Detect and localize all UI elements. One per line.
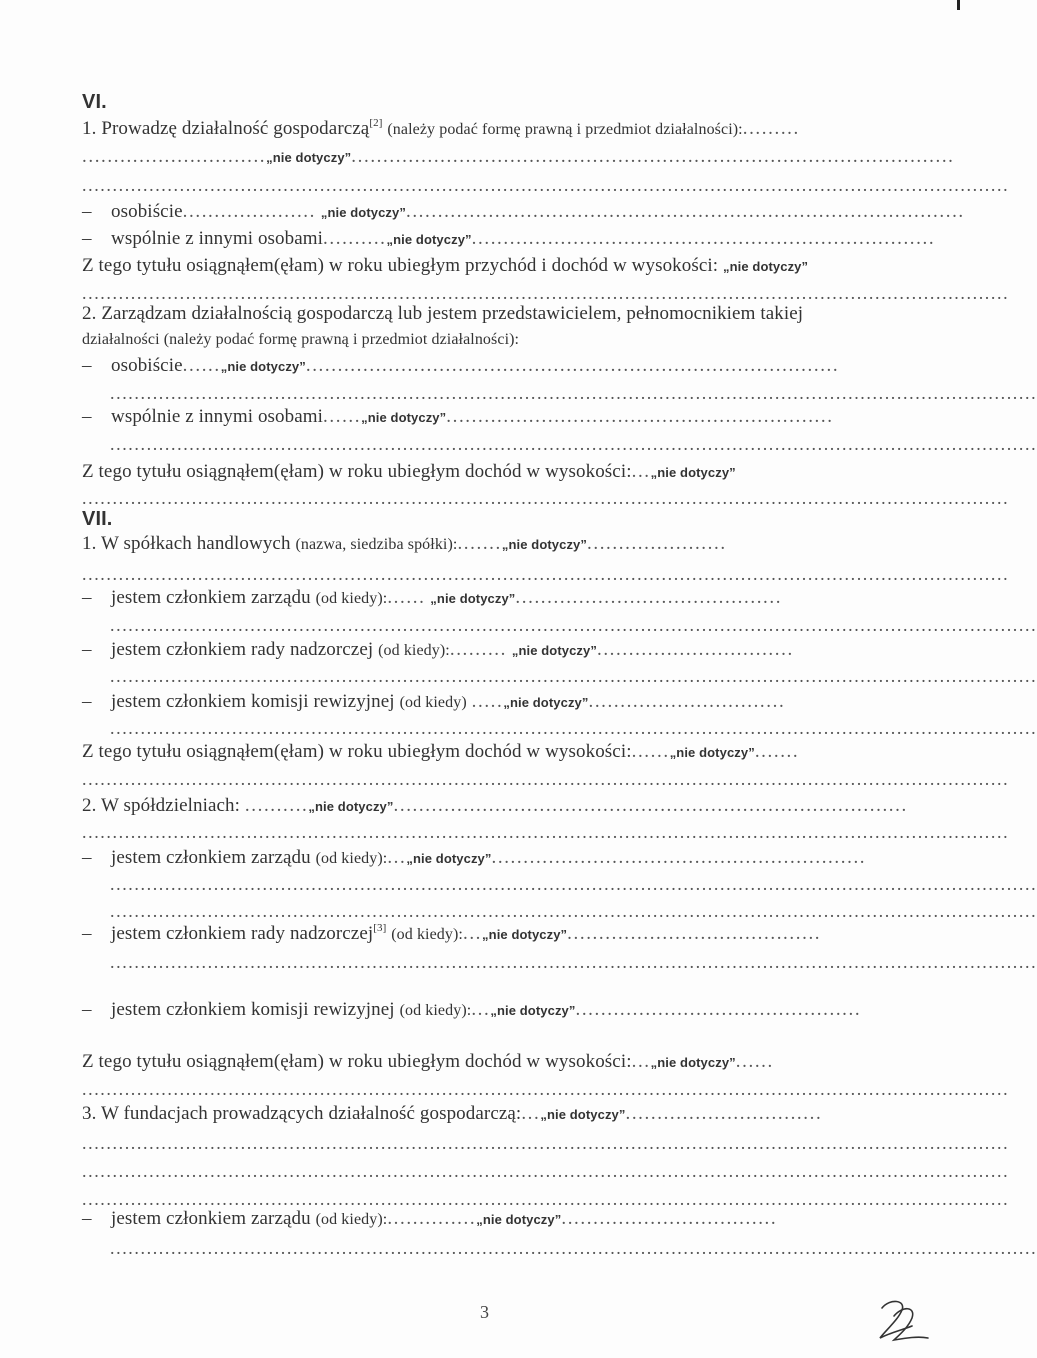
vii-3-zarzad-line: – jestem członkiem zarządu (od kiedy):..............„nie dotyczy”.................................. — [82, 1208, 778, 1229]
vii-1-komisja-line: – jestem członkiem komisji rewizyjnej (od kiedy) .....„nie dotyczy”............................... — [82, 691, 786, 712]
dash: – — [82, 999, 92, 1020]
footnote-ref-2: [2] — [369, 117, 383, 129]
vii-3-zarzad-blank: ........................................................................................................................................................ — [110, 1238, 1037, 1258]
vii-3-zarzad-answer: „nie dotyczy” — [476, 1212, 562, 1227]
vi-1-paren: (należy podać formę prawną i przedmiot działalności): — [387, 121, 743, 138]
vii-1-number: 1. — [82, 533, 97, 554]
vi-2-income-label: Z tego tytułu osiągnąłem(ęłam) w roku ubiegłym dochód w wysokości: — [82, 461, 632, 482]
vii-1-income-blank: ........................................................................................................................................................ — [82, 769, 1010, 789]
vii-1-text: W spółkach handlowych — [100, 533, 291, 554]
dash: – — [82, 587, 92, 608]
vi-1-wspolnie-answer: „nie dotyczy” — [386, 232, 472, 247]
vii-2-rada-line: – jestem członkiem rady nadzorczej[3] (od kiedy):...„nie dotyczy”........................................ — [82, 922, 822, 944]
vii-2-income-answer: „nie dotyczy” — [650, 1055, 736, 1070]
vi-1-number: 1. — [82, 118, 97, 139]
dash: – — [82, 639, 92, 660]
vi-2-wspolnie-blank: ........................................................................................................................................................ — [110, 434, 1037, 454]
vii-2-rada-label: jestem członkiem rady nadzorczej — [111, 923, 374, 944]
vii-2-komisja-paren: (od kiedy): — [399, 1002, 472, 1019]
vii-1-zarzad-paren: (od kiedy): — [315, 590, 388, 607]
section-vi-heading: VI. — [82, 91, 107, 113]
vii-3-zarzad-paren: (od kiedy): — [315, 1211, 388, 1228]
vi-1-income-blank: ........................................................................................................................................................ — [82, 283, 1010, 303]
vii-1-answer: „nie dotyczy” — [501, 537, 587, 552]
vii-1-komisja-paren: (od kiedy) — [399, 694, 467, 711]
page-number: 3 — [480, 1302, 489, 1322]
vii-1-statement: 1. W spółkach handlowych (nazwa, siedziba spółki):.......„nie dotyczy”...................... — [82, 533, 727, 554]
vii-1-komisja-blank: ........................................................................................................................................................ — [110, 718, 1037, 738]
dash: – — [82, 406, 92, 427]
vii-1-blank: ........................................................................................................................................................ — [82, 564, 1010, 584]
vi-2-income-answer: „nie dotyczy” — [650, 465, 736, 480]
vi-2-osobiscie-answer: „nie dotyczy” — [220, 359, 306, 374]
vii-2-komisja-label: jestem członkiem komisji rewizyjnej — [111, 999, 395, 1020]
vii-3-blank-2: ........................................................................................................................................................ — [82, 1161, 1010, 1181]
vi-1-blank-line: ........................................................................................................................................................ — [82, 175, 1010, 195]
handwritten-initials — [872, 1296, 932, 1346]
vii-2-statement: 2. W spółdzielniach: ..........„nie dotyczy”................................................................................. — [82, 795, 908, 816]
vi-2-wspolnie-line: – wspólnie z innymi osobami......„nie dotyczy”............................................................. — [82, 406, 834, 427]
vii-2-rada-answer: „nie dotyczy” — [482, 927, 568, 942]
vi-2-number: 2. — [82, 303, 97, 324]
vii-1-zarzad-answer: „nie dotyczy” — [430, 591, 516, 606]
vii-2-number: 2. — [82, 795, 97, 816]
vi-2-wspolnie-answer: „nie dotyczy” — [361, 410, 447, 425]
vii-1-rada-blank: ........................................................................................................................................................ — [110, 666, 1037, 686]
vii-2-komisja-line: – jestem członkiem komisji rewizyjnej (od kiedy):...„nie dotyczy”............................................. — [82, 999, 862, 1020]
vi-1-osobiscie-label: osobiście — [111, 201, 183, 222]
vi-1-answer: „nie dotyczy” — [266, 150, 352, 165]
dash: – — [82, 228, 92, 249]
vi-2-osobiscie-blank: ........................................................................................................................................................ — [110, 383, 1037, 403]
vi-1-income-answer: „nie dotyczy” — [723, 259, 809, 274]
vii-2-text: W spółdzielniach: — [100, 795, 241, 816]
vi-2-text1: Zarządzam działalnością gospodarczą lub jestem przedstawicielem, pełnomocnikiem takiej — [101, 303, 804, 324]
vii-2-income-blank: ........................................................................................................................................................ — [82, 1079, 1010, 1099]
vi-1-text: Prowadzę działalność gospodarczą — [101, 118, 370, 139]
vii-1-rada-paren: (od kiedy): — [378, 642, 450, 659]
vii-3-blank-3: ........................................................................................................................................................ — [82, 1189, 1010, 1209]
vi-2-income-blank: ........................................................................................................................................................ — [82, 488, 1010, 508]
vii-3-zarzad-label: jestem członkiem zarządu — [111, 1208, 311, 1229]
vi-1-income-line — [82, 254, 808, 279]
vii-2-zarzad-blank-1: ........................................................................................................................................................ — [110, 874, 1037, 894]
vii-1-rada-answer: „nie dotyczy” — [511, 643, 597, 658]
vii-2-rada-paren: (od kiedy): — [391, 926, 463, 943]
vi-2-osobiscie-line: – osobiście......„nie dotyczy”.................................................................................... — [82, 355, 840, 376]
vii-2-zarzad-line: – jestem członkiem zarządu (od kiedy):...„nie dotyczy”........................................................... — [82, 847, 867, 868]
vii-1-income-answer: „nie dotyczy” — [669, 745, 755, 760]
vii-1-rada-line: – jestem członkiem rady nadzorczej (od kiedy):......... „nie dotyczy”............................... — [82, 639, 794, 660]
vii-1-income-line: Z tego tytułu osiągnąłem(ęłam) w roku ubiegłym dochód w wysokości:......„nie dotyczy”....... — [82, 741, 800, 762]
vi-1-statement: 1. Prowadzę działalność gospodarczą[2] (należy podać formę prawną i przedmiot działalności):......... — [82, 117, 800, 139]
vii-3-number: 3. — [82, 1103, 97, 1124]
vii-3-answer: „nie dotyczy” — [540, 1107, 626, 1122]
dash: – — [82, 1208, 92, 1229]
vii-2-income-line: Z tego tytułu osiągnąłem(ęłam) w roku ubiegłym dochód w wysokości:...„nie dotyczy”...... — [82, 1051, 774, 1072]
vii-1-zarzad-blank: ........................................................................................................................................................ — [110, 615, 1037, 635]
vi-1-wspolnie-line: – wspólnie z innymi osobami..........„nie dotyczy”......................................................................... — [82, 228, 936, 249]
vi-2-wspolnie-label: wspólnie z innymi osobami — [111, 406, 324, 427]
vii-2-zarzad-answer: „nie dotyczy” — [406, 851, 492, 866]
dash: – — [82, 691, 92, 712]
vii-2-zarzad-blank-2: ........................................................................................................................................................ — [110, 901, 1037, 921]
dash: – — [82, 201, 92, 222]
dash: – — [82, 847, 92, 868]
vii-2-komisja-answer: „nie dotyczy” — [490, 1003, 576, 1018]
vii-1-zarzad-label: jestem członkiem zarządu — [111, 587, 311, 608]
vii-1-zarzad-line: – jestem członkiem zarządu (od kiedy):...... „nie dotyczy”.......................................... — [82, 587, 783, 608]
vii-1-komisja-answer: „nie dotyczy” — [503, 695, 589, 710]
vii-2-rada-blank: ........................................................................................................................................................ — [110, 952, 1037, 972]
footnote-ref-3: [3] — [373, 922, 387, 934]
vii-3-statement: 3. W fundacjach prowadzących działalność gospodarczą:...„nie dotyczy”............................... — [82, 1103, 823, 1124]
vii-1-paren: (nazwa, siedziba spółki): — [295, 536, 458, 553]
vi-1-osobiscie-line: – osobiście..................... „nie dotyczy”........................................................................................ — [82, 201, 965, 222]
vii-3-text: W fundacjach prowadzących działalność gospodarczą: — [100, 1103, 522, 1124]
section-vii-heading: VII. — [82, 508, 113, 530]
vii-1-income-label: Z tego tytułu osiągnąłem(ęłam) w roku ubiegłym dochód w wysokości: — [82, 741, 632, 762]
vii-3-blank-1: ........................................................................................................................................................ — [82, 1133, 1010, 1153]
vi-2-income-line: Z tego tytułu osiągnąłem(ęłam) w roku ubiegłym dochód w wysokości:...„nie dotyczy” — [82, 461, 736, 482]
vi-1-osobiscie-answer: „nie dotyczy” — [320, 205, 406, 220]
vi-1-answer-line: .............................„nie dotyczy”............................................................................................... — [82, 146, 955, 167]
dash: – — [82, 355, 92, 376]
vi-1-wspolnie-label: wspólnie z innymi osobami — [111, 228, 324, 249]
vi-2-text2: działalności (należy podać formę prawną i przedmiot działalności): — [82, 331, 520, 348]
vi-2-osobiscie-label: osobiście — [111, 355, 183, 376]
vii-1-rada-label: jestem członkiem rady nadzorczej — [111, 639, 374, 660]
vii-1-komisja-label: jestem członkiem komisji rewizyjnej — [111, 691, 395, 712]
vii-2-zarzad-paren: (od kiedy): — [315, 850, 388, 867]
vii-2-answer: „nie dotyczy” — [308, 799, 394, 814]
vi-2-line1 — [82, 302, 803, 326]
vii-2-income-label: Z tego tytułu osiągnąłem(ęłam) w roku ubiegłym dochód w wysokości: — [82, 1051, 632, 1072]
dash: – — [82, 923, 92, 944]
vii-2-zarzad-label: jestem członkiem zarządu — [111, 847, 311, 868]
vii-2-blank: ........................................................................................................................................................ — [82, 822, 1010, 842]
vi-1-income-label: Z tego tytułu osiągnąłem(ęłam) w roku ubiegłym przychód i dochód w wysokości: — [82, 255, 719, 276]
scan-edge-mark — [957, 0, 960, 10]
